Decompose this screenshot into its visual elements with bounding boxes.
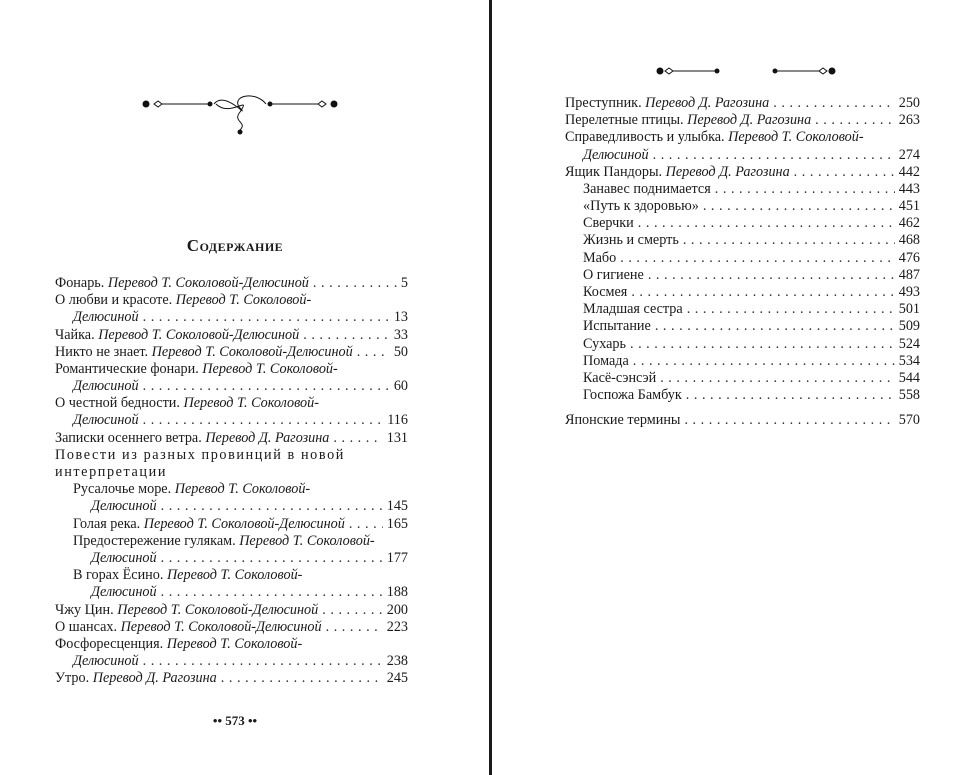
dot-leader [680,412,894,429]
toc-entry [55,516,408,533]
dot-leader [629,353,895,370]
book-spine [489,0,492,775]
entry-title: Жизнь и смерть [583,232,679,249]
entry-translator-cont: Делюсиной [73,653,139,670]
dot-leader [644,267,895,284]
dot-leader [318,602,382,619]
dot-leader [651,318,895,335]
entry-title: Помада [583,352,629,369]
entry-page: 60 [393,378,408,395]
toc-entry [55,292,408,309]
ornament-divider-icon [140,90,340,140]
dot-leader [626,336,895,353]
entry-translator: Перевод Д. Рагозина [665,163,790,180]
toc-entry [55,344,408,361]
toc-entry [55,275,408,292]
toc-entry [55,498,408,515]
entry-page: 442 [898,163,920,180]
toc-entry [55,395,408,412]
page-number: •• 573 •• [212,713,258,728]
entry-title: Утро. [55,670,90,687]
entry-page: 263 [898,112,920,129]
toc-entry [565,233,920,250]
entry-translator-cont: Делюсиной [73,309,139,326]
page-title: Содержание [186,236,284,255]
entry-page: 570 [898,412,920,429]
toc-entry [565,387,920,404]
entry-translator: Перевод Т. Соколовой- [728,129,864,146]
entry-translator: Перевод Т. Соколовой- [166,635,303,652]
entry-page: 462 [898,215,920,232]
entry-page: 116 [387,412,408,429]
entry-page: 493 [898,284,920,301]
toc-entry [55,653,408,670]
entry-title: О шансах. [55,618,118,635]
dot-leader [769,95,894,112]
entry-translator: Перевод Т. Соколовой- [174,481,311,498]
dot-leader [790,164,895,181]
entry-title: «Путь к здоровью» [583,198,699,215]
entry-title: Сухарь [583,335,626,352]
entry-title: Младшая сестра [583,301,683,318]
toc-entry [565,95,920,112]
entry-title: Чжу Цин. [55,601,114,618]
entry-title: Предостережение гулякам. [73,532,236,549]
entry-translator: Перевод Т. Соколовой- [175,292,312,309]
toc-entry [55,447,408,464]
entry-page: 468 [898,232,920,249]
entry-translator: Перевод Т. Соколовой- [166,567,303,584]
toc-entry [565,147,920,164]
entry-translator-cont: Делюсиной [91,584,157,601]
entry-translator: Перевод Т. Соколовой- [239,532,375,549]
toc-right-page [565,95,920,430]
entry-page: 145 [386,498,408,515]
toc-entry [565,129,920,146]
entry-translator: Перевод Т. Соколовой-Делюсиной [143,515,345,532]
toc-entry [565,215,920,232]
toc-entry [55,584,408,601]
toc-entry [55,481,408,498]
toc-entry [55,309,408,326]
entry-title: О честной бедности. [55,395,180,412]
entry-page: 223 [386,618,408,635]
dot-leader [683,301,895,318]
entry-title: Голая река. [73,515,141,532]
toc-entry [55,567,408,584]
entry-page: 509 [898,318,920,335]
toc-entry [565,164,920,181]
dot-leader [656,370,895,387]
toc-entry [565,353,920,370]
toc-entry [55,533,408,550]
entry-heading: Повести из разных провинций в новой [55,446,345,463]
toc-entry [565,301,920,318]
entry-translator: Перевод Д. Рагозина [205,429,330,446]
toc-entry [55,464,408,481]
entry-title: Сверчки [583,215,634,232]
entry-page: 443 [898,180,920,197]
dot-leader [679,232,895,249]
toc-entry [55,636,408,653]
dot-leader [157,498,383,515]
toc-entry [565,267,920,284]
entry-page: 250 [898,94,920,111]
ornament-left-icon [655,64,725,78]
entry-title: Чайка. [55,326,95,343]
toc-entry [55,602,408,619]
entry-title: Мабо [583,249,617,266]
entry-translator: Перевод Т. Соколовой- [183,395,319,412]
entry-page: 33 [393,326,408,343]
dot-leader [811,112,895,129]
dot-leader [309,275,397,292]
entry-title: Фосфоресценция. [55,635,164,652]
toc-entry [55,670,408,687]
entry-translator: Перевод Д. Рагозина [645,94,770,111]
ornament-right-icon [767,64,837,78]
dot-leader [627,284,894,301]
toc-entry [55,619,408,636]
entry-translator: Перевод Д. Рагозина [92,670,217,687]
toc-entry [565,284,920,301]
entry-title: В горах Ёсино. [73,567,164,584]
entry-title: Никто не знает. [55,343,149,360]
entry-title: Справедливость и улыбка. [565,129,725,146]
toc-entry [55,378,408,395]
toc-entry [55,413,408,430]
toc-entry [55,550,408,567]
toc-entry [565,412,920,429]
toc-entry [565,336,920,353]
toc-entry [565,181,920,198]
dot-leader [217,670,383,687]
dot-leader [139,653,383,670]
entry-translator-cont: Делюсиной [73,378,139,395]
entry-page: 524 [898,335,920,352]
entry-title: Перелетные птицы. [565,112,684,129]
entry-title: Занавес поднимается [583,180,711,197]
dot-leader [682,387,895,404]
entry-title: Ящик Пандоры. [565,163,663,180]
entry-page: 13 [393,309,408,326]
entry-translator: Перевод Т. Соколовой-Делюсиной [98,326,300,343]
dot-leader [139,412,384,429]
entry-translator: Перевод Т. Соколовой-Делюсиной [107,274,309,291]
entry-heading-cont: интерпретации [55,464,168,481]
entry-translator: Перевод Д. Рагозина [687,112,812,129]
dot-leader [616,250,894,267]
page-number-value: 573 [225,713,245,728]
toc-entry [565,198,920,215]
entry-page: 188 [386,584,408,601]
entry-translator: Перевод Т. Соколовой-Делюсиной [117,601,319,618]
entry-page: 245 [386,670,408,687]
dot-leader [329,430,382,447]
toc-entry [55,327,408,344]
entry-translator-cont: Делюсиной [91,498,157,515]
dot-leader [157,550,383,567]
dot-leader [345,516,383,533]
dot-leader [139,378,390,395]
entry-page: 177 [386,549,408,566]
dot-leader [299,327,390,344]
entry-page: 534 [898,352,920,369]
entry-page: 165 [386,515,408,532]
entry-title: Фонарь. [55,274,105,291]
entry-title: Госпожа Бамбук [583,387,682,404]
entry-page: 451 [898,198,920,215]
entry-title: Японские термины [565,412,681,429]
entry-translator-cont: Делюсиной [73,412,139,429]
dot-leader [699,198,895,215]
entry-translator: Перевод Т. Соколовой-Делюсиной [120,618,322,635]
entry-page: 487 [898,266,920,283]
entry-title: Русалочье море. [73,481,172,498]
entry-page: 200 [386,601,408,618]
entry-translator-cont: Делюсиной [91,549,157,566]
dot-leader [649,147,895,164]
entry-title: Романтические фонари. [55,360,199,377]
entry-title: Космея [583,284,628,301]
toc-entry [565,318,920,335]
dot-leader [322,619,383,636]
entry-title: О любви и красоте. [55,292,173,309]
dot-leader [157,584,383,601]
entry-page: 5 [400,274,408,291]
entry-page: 501 [898,301,920,318]
entry-title: Преступник. [565,94,642,111]
entry-page: 131 [386,429,408,446]
dot-leader [353,344,390,361]
entry-title: Испытание [583,318,651,335]
toc-entry [565,370,920,387]
entry-title: Касё-сэнсэй [583,369,657,386]
entry-page: 558 [898,387,920,404]
entry-title: О гигиене [583,266,644,283]
dot-leader [711,181,895,198]
dot-leader [634,215,895,232]
toc-entry [565,250,920,267]
entry-page: 476 [898,249,920,266]
entry-page: 544 [898,369,920,386]
entry-page: 238 [386,653,408,670]
entry-title: Записки осеннего ветра. [55,429,202,446]
entry-translator: Перевод Т. Соколовой- [202,360,338,377]
toc-entry [565,112,920,129]
entry-translator: Перевод Т. Соколовой-Делюсиной [151,343,353,360]
entry-page: 50 [393,343,408,360]
entry-page: 274 [898,146,920,163]
entry-translator-cont: Делюсиной [583,146,649,163]
toc-left-page [55,275,408,688]
toc-entry [55,361,408,378]
toc-entry [55,430,408,447]
dot-leader [139,309,390,326]
